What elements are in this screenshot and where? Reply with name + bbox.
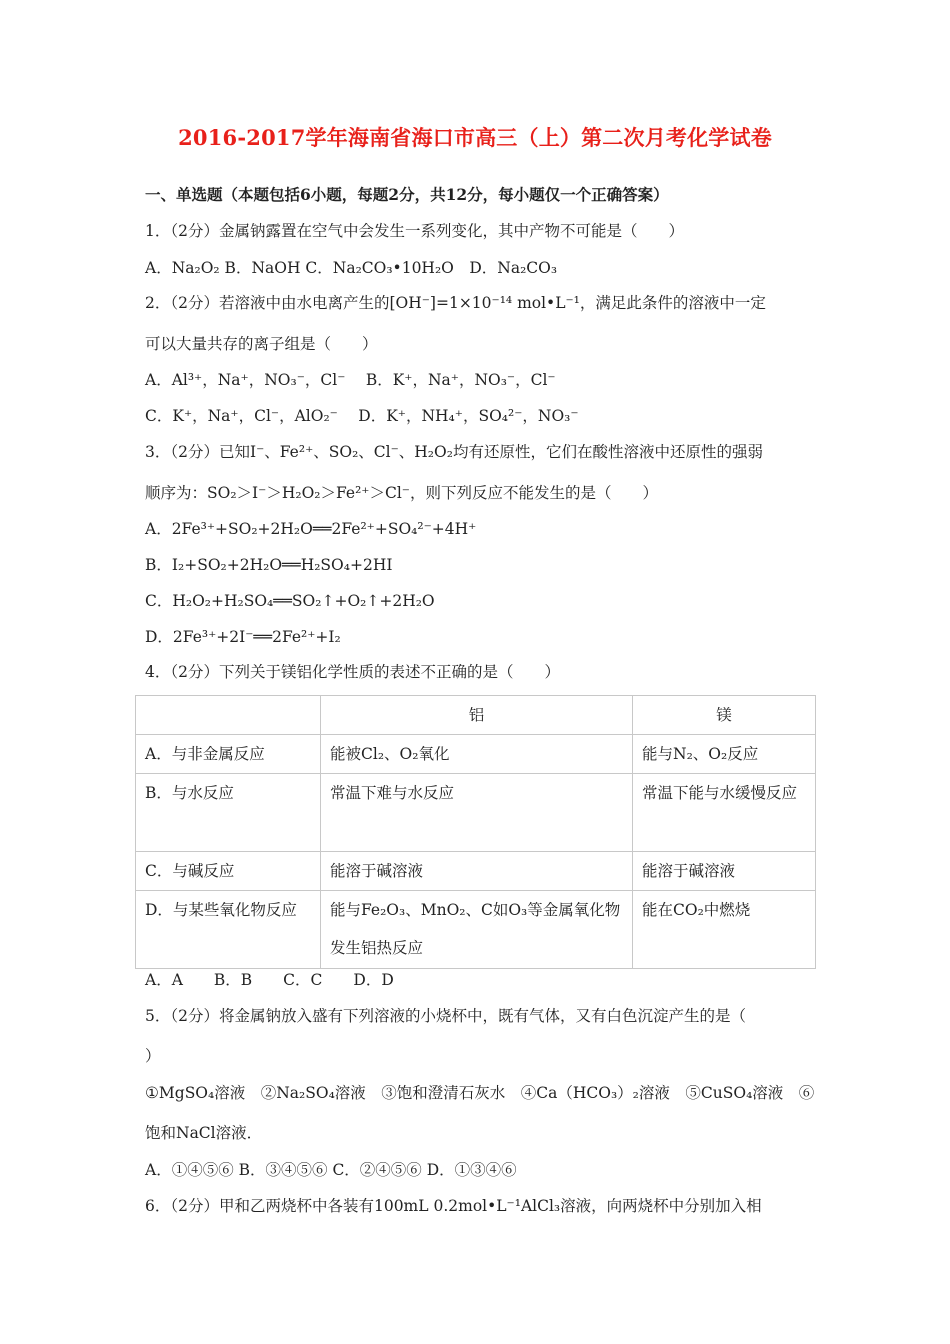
question-2-stem-line2: 可以大量共存的离子组是（ ）	[145, 335, 378, 353]
table-cell: B．与水反应	[136, 774, 321, 852]
table-cell: A．与非金属反应	[136, 735, 321, 774]
table-cell: 能溶于碱溶液	[321, 852, 633, 891]
table-header-cell: 铝	[321, 696, 633, 735]
question-2-options-cd: C．K⁺，Na⁺，Cl⁻，AlO₂⁻ D．K⁺，NH₄⁺，SO₄²⁻，NO₃⁻	[145, 407, 579, 425]
table-cell: 常温下难与水反应	[321, 774, 633, 852]
question-2-options-ab: A．Al³⁺，Na⁺，NO₃⁻，Cl⁻ B．K⁺，Na⁺，NO₃⁻，Cl⁻	[145, 371, 556, 389]
table-cell: 能与Fe₂O₃、MnO₂、C如O₃等金属氧化物发生铝热反应	[321, 891, 633, 969]
question-5-stem-line1: 5．（2分）将金属钠放入盛有下列溶液的小烧杯中，既有气体，又有白色沉淀产生的是（	[145, 1007, 746, 1025]
question-4-stem: 4．（2分）下列关于镁铝化学性质的表述不正确的是（ ）	[145, 663, 560, 681]
comparison-table	[135, 695, 816, 969]
table-cell: 能在CO₂中燃烧	[633, 891, 816, 969]
question-3-option-c: C．H₂O₂+H₂SO₄══SO₂↑+O₂↑+2H₂O	[145, 592, 435, 610]
question-6-stem-line1: 6．（2分）甲和乙两烧杯中各装有100mL 0.2mol•L⁻¹AlCl₃溶液，向两烧杯中分别加入相	[145, 1197, 762, 1215]
table-cell: D．与某些氧化物反应	[136, 891, 321, 969]
table-row	[136, 735, 816, 774]
table-header-cell	[136, 696, 321, 735]
section-heading: 一、单选题（本题包括6小题，每题2分，共12分，每小题仅一个正确答案）	[145, 185, 669, 204]
table-cell: 能被Cl₂、O₂氧化	[321, 735, 633, 774]
page-title: 2016-2017学年海南省海口市高三（上）第二次月考化学试卷	[178, 125, 772, 150]
question-5-list-line2: 饱和NaCl溶液．	[145, 1124, 263, 1142]
table-row	[136, 891, 816, 969]
table-cell: 能与N₂、O₂反应	[633, 735, 816, 774]
question-5-list-line1: ①MgSO₄溶液 ②Na₂SO₄溶液 ③饱和澄清石灰水 ④Ca（HCO₃）₂溶液 ⑤CuSO₄溶液 ⑥	[145, 1084, 815, 1102]
table-row	[136, 852, 816, 891]
question-3-option-a: A．2Fe³⁺+SO₂+2H₂O══2Fe²⁺+SO₄²⁻+4H⁺	[145, 520, 477, 538]
question-3-stem-line1: 3．（2分）已知I⁻、Fe²⁺、SO₂、Cl⁻、H₂O₂均有还原性，它们在酸性溶液中还原性的强弱	[145, 443, 763, 461]
table-header-row	[136, 696, 816, 735]
question-3-stem-line2: 顺序为：SO₂＞I⁻＞H₂O₂＞Fe²⁺＞Cl⁻，则下列反应不能发生的是（ ）	[145, 484, 658, 502]
question-3-option-b: B．I₂+SO₂+2H₂O══H₂SO₄+2HI	[145, 556, 393, 574]
table-cell: 能溶于碱溶液	[633, 852, 816, 891]
question-2-stem-line1: 2．（2分）若溶液中由水电离产生的[OH⁻]=1×10⁻¹⁴ mol•L⁻¹，满足此条件的溶液中一定	[145, 294, 766, 312]
question-4-options: A．A B．B C．C D．D	[145, 971, 394, 989]
table-cell: C．与碱反应	[136, 852, 321, 891]
table-cell: 常温下能与水缓慢反应	[633, 774, 816, 852]
question-1-stem: 1．（2分）金属钠露置在空气中会发生一系列变化，其中产物不可能是（ ）	[145, 222, 684, 240]
question-3-option-d: D．2Fe³⁺+2I⁻══2Fe²⁺+I₂	[145, 628, 341, 646]
table-row	[136, 774, 816, 852]
question-5-options: A．①④⑤⑥ B．③④⑤⑥ C．②④⑤⑥ D．①③④⑥	[145, 1161, 517, 1179]
question-5-stem-line2: ）	[145, 1047, 161, 1065]
table-header-cell: 镁	[633, 696, 816, 735]
question-1-options: A．Na₂O₂ B．NaOH C．Na₂CO₃•10H₂O D．Na₂CO₃	[145, 259, 558, 277]
